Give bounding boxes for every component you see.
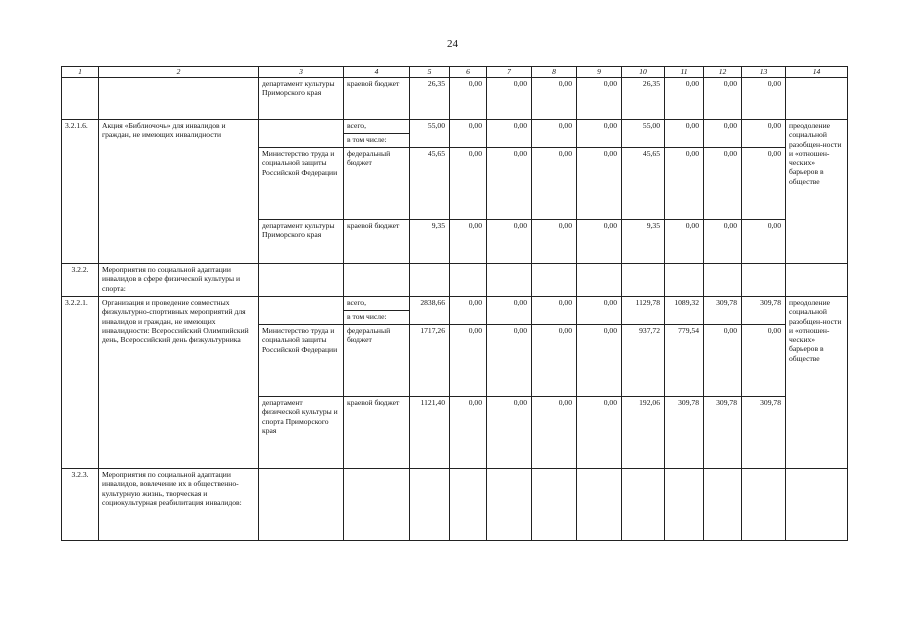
cell-value: 2838,66 (410, 297, 450, 325)
cell-value: 0,00 (450, 297, 487, 325)
section-name: Мероприятия по социальной адаптации инвалидов в сфере физической культуры и спорта: (99, 264, 259, 297)
cell-value: 0,00 (577, 148, 622, 220)
cell-empty (577, 264, 622, 297)
cell-source: краевой бюджет (344, 397, 410, 469)
item-name: Акция «Библиочочь» для инвалидов и граждан, не имеющих инвалидности (99, 120, 259, 264)
cell-value: 0,00 (577, 325, 622, 397)
col-header: 14 (786, 67, 848, 78)
cell-empty (344, 469, 410, 541)
col-header: 11 (665, 67, 704, 78)
cell-value: 0,00 (665, 78, 704, 120)
cell-empty (259, 469, 344, 541)
cell-empty (665, 264, 704, 297)
cell-value: 0,00 (577, 220, 622, 264)
col-header: 13 (742, 67, 786, 78)
cell-value: 45,65 (410, 148, 450, 220)
cell-source: федеральный бюджет (344, 148, 410, 220)
section-number: 3.2.2. (62, 264, 99, 297)
cell-executor (259, 120, 344, 148)
cell-result (786, 78, 848, 120)
cell-value: 1089,32 (665, 297, 704, 325)
table-row (62, 120, 848, 134)
cell-empty (704, 469, 742, 541)
cell-executor: департамент физической культуры и спорта Приморского края (259, 397, 344, 469)
cell-value: 9,35 (410, 220, 450, 264)
cell-value: 0,00 (577, 397, 622, 469)
cell-value: 309,78 (742, 297, 786, 325)
cell-value: 0,00 (704, 325, 742, 397)
cell-value: 0,00 (532, 148, 577, 220)
cell-value: 0,00 (487, 120, 532, 148)
cell-empty (487, 264, 532, 297)
cell-value: 0,00 (665, 148, 704, 220)
cell-empty (742, 469, 786, 541)
cell-value: 1129,78 (622, 297, 665, 325)
cell-value: 0,00 (532, 78, 577, 120)
col-header: 7 (487, 67, 532, 78)
cell-value: 309,78 (665, 397, 704, 469)
cell-empty (622, 469, 665, 541)
cell-empty (704, 264, 742, 297)
page-number: 24 (447, 38, 458, 50)
table-row (62, 297, 848, 311)
cell-executor (259, 297, 344, 325)
col-header: 6 (450, 67, 487, 78)
cell-value: 9,35 (622, 220, 665, 264)
cell-value: 26,35 (410, 78, 450, 120)
section-number: 3.2.3. (62, 469, 99, 541)
cell-value: 0,00 (450, 120, 487, 148)
cell-value: 0,00 (742, 220, 786, 264)
cell-empty (344, 264, 410, 297)
cell-value: 0,00 (487, 148, 532, 220)
cell-empty (450, 469, 487, 541)
cell-empty (259, 264, 344, 297)
cell-source: краевой бюджет (344, 78, 410, 120)
cell-value: 0,00 (704, 120, 742, 148)
item-name: Организация и проведение совместных физкультурно-спортивных мероприятий для инвалидов и граждан, не имеющих инвалидности: Всероссийский Олимпийский день, Всероссийский день физкультурника (99, 297, 259, 469)
cell-value: 0,00 (704, 78, 742, 120)
col-header: 1 (62, 67, 99, 78)
cell-value: 0,00 (532, 325, 577, 397)
cell-value: 779,54 (665, 325, 704, 397)
item-result: преодоление социальной разобщен-ности и «отношен-ческих» барьеров в обществе (786, 120, 848, 264)
cell-value: 0,00 (450, 325, 487, 397)
cell-value: 1121,40 (410, 397, 450, 469)
col-header: 8 (532, 67, 577, 78)
cell-value: 309,78 (742, 397, 786, 469)
cell-value: 0,00 (450, 397, 487, 469)
cell-value: 0,00 (532, 297, 577, 325)
col-header: 2 (99, 67, 259, 78)
section-name: Мероприятия по социальной адаптации инвалидов, вовлечение их в общественно-культурную жизнь, творческая и социокультурная реабилитация инвалидов: (99, 469, 259, 541)
cell-value: 0,00 (450, 78, 487, 120)
cell-value: 0,00 (665, 220, 704, 264)
cell-empty (742, 264, 786, 297)
cell-value: 0,00 (742, 78, 786, 120)
cell-value: 0,00 (742, 148, 786, 220)
cell-executor: департамент культуры Приморского края (259, 78, 344, 120)
cell-source: федеральный бюджет (344, 325, 410, 397)
cell-value: 0,00 (450, 148, 487, 220)
section-row (62, 469, 848, 541)
cell-executor: Министерство труда и социальной защиты Российской Федерации (259, 325, 344, 397)
cell-value: 309,78 (704, 297, 742, 325)
cell-empty (532, 469, 577, 541)
col-header: 3 (259, 67, 344, 78)
cell-value: 1717,26 (410, 325, 450, 397)
cell-value: 937,72 (622, 325, 665, 397)
cell-value: 0,00 (577, 78, 622, 120)
header-row (62, 67, 848, 78)
col-header: 5 (410, 67, 450, 78)
cell-value: 0,00 (704, 220, 742, 264)
cell-value: 0,00 (487, 220, 532, 264)
item-number: 3.2.1.6. (62, 120, 99, 264)
cell-empty (487, 469, 532, 541)
cell-empty (410, 469, 450, 541)
col-header: 12 (704, 67, 742, 78)
cell-value: 0,00 (577, 120, 622, 148)
cell-num (62, 78, 99, 120)
cell-value: 192,06 (622, 397, 665, 469)
cell-value: 0,00 (532, 120, 577, 148)
cell-value: 0,00 (450, 220, 487, 264)
cell-value: 0,00 (487, 325, 532, 397)
cell-empty (577, 469, 622, 541)
col-header: 4 (344, 67, 410, 78)
cell-value: 0,00 (742, 325, 786, 397)
cell-source: в том числе: (344, 134, 410, 148)
cell-value: 0,00 (532, 397, 577, 469)
col-header: 9 (577, 67, 622, 78)
cell-empty (622, 264, 665, 297)
cell-value: 55,00 (622, 120, 665, 148)
cell-executor: департамент культуры Приморского края (259, 220, 344, 264)
section-row (62, 264, 848, 297)
cell-empty (410, 264, 450, 297)
cell-value: 0,00 (577, 297, 622, 325)
cell-value: 0,00 (532, 220, 577, 264)
cell-source: всего, (344, 120, 410, 134)
cell-name (99, 78, 259, 120)
col-header: 10 (622, 67, 665, 78)
cell-value: 0,00 (704, 148, 742, 220)
cell-empty (450, 264, 487, 297)
cell-empty (786, 264, 848, 297)
cell-source: краевой бюджет (344, 220, 410, 264)
table-row (62, 78, 848, 120)
cell-value: 0,00 (742, 120, 786, 148)
cell-value: 309,78 (704, 397, 742, 469)
program-table (61, 66, 848, 541)
cell-value: 0,00 (487, 78, 532, 120)
cell-executor: Министерство труда и социальной защиты Российской Федерации (259, 148, 344, 220)
cell-value: 0,00 (487, 297, 532, 325)
item-result: преодоление социальной разобщен-ности и «отношен-ческих» барьеров в обществе (786, 297, 848, 469)
cell-empty (532, 264, 577, 297)
cell-value: 45,65 (622, 148, 665, 220)
item-number: 3.2.2.1. (62, 297, 99, 469)
cell-empty (786, 469, 848, 541)
cell-value: 0,00 (487, 397, 532, 469)
cell-empty (665, 469, 704, 541)
cell-value: 0,00 (665, 120, 704, 148)
cell-value: 26,35 (622, 78, 665, 120)
cell-source: в том числе: (344, 311, 410, 325)
cell-source: всего, (344, 297, 410, 311)
cell-value: 55,00 (410, 120, 450, 148)
